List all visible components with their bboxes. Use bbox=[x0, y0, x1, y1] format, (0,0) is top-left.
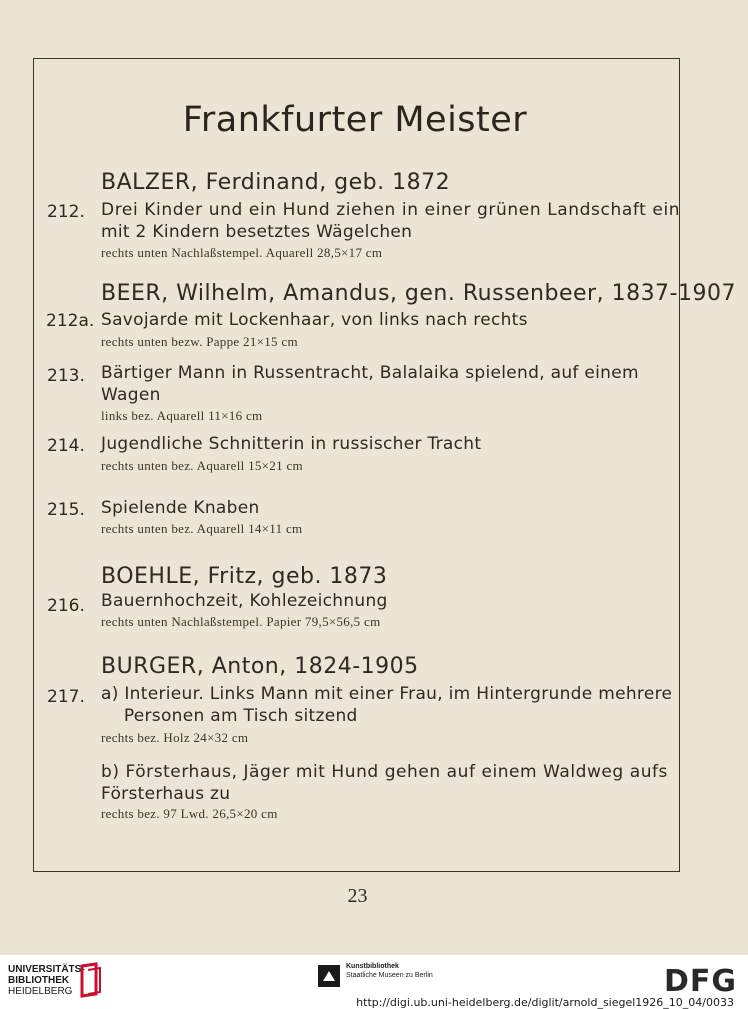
footer-bar bbox=[0, 955, 748, 1009]
item-number: 216. bbox=[47, 596, 85, 616]
item-text: a) Interieur. Links Mann mit einer Frau, im Hintergrunde mehrere bbox=[101, 684, 673, 704]
item-number: 215. bbox=[47, 500, 85, 520]
item-text: Savojarde mit Lockenhaar, von links nach rechts bbox=[101, 310, 528, 330]
university-library-label[interactable] bbox=[8, 964, 85, 997]
item-text: Wagen bbox=[101, 385, 161, 405]
artist-heading-balzer: BALZER, Ferdinand, geb. 1872 bbox=[101, 170, 451, 195]
item-text: Bauernhochzeit, Kohlezeichnung bbox=[101, 591, 388, 611]
item-detail: rechts unten bez. Aquarell 14×11 cm bbox=[101, 521, 303, 536]
item-text: Personen am Tisch sitzend bbox=[101, 706, 358, 726]
uni-label-line: UNIVERSITÄTS- bbox=[8, 964, 85, 975]
item-detail: rechts unten Nachlaßstempel. Aquarell 28,5×17 cm bbox=[101, 245, 383, 260]
item-text: Jugendliche Schnitterin in russischer Tracht bbox=[101, 434, 482, 454]
kb-label-line: Staatliche Museen zu Berlin bbox=[346, 972, 433, 979]
item-detail: rechts bez. Holz 24×32 cm bbox=[101, 730, 249, 745]
item-text: b) Försterhaus, Jäger mit Hund gehen auf einem Waldweg aufs bbox=[101, 762, 668, 782]
item-text: Spielende Knaben bbox=[101, 498, 260, 518]
item-text: Bärtiger Mann in Russentracht, Balalaika spielend, auf einem bbox=[101, 363, 639, 383]
dfg-logo[interactable]: DFG bbox=[664, 964, 738, 999]
artist-heading-burger: BURGER, Anton, 1824-1905 bbox=[101, 654, 419, 679]
uni-label-line: HEIDELBERG bbox=[8, 986, 73, 997]
item-detail: rechts bez. 97 Lwd. 26,5×20 cm bbox=[101, 806, 278, 821]
artist-heading-beer: BEER, Wilhelm, Amandus, gen. Russenbeer, 1837-1907 bbox=[101, 281, 736, 306]
item-detail: rechts unten bezw. Pappe 21×15 cm bbox=[101, 334, 298, 349]
artist-heading-boehle: BOEHLE, Fritz, geb. 1873 bbox=[101, 564, 388, 589]
kunstbibliothek-label bbox=[346, 962, 433, 980]
item-detail: rechts unten bez. Aquarell 15×21 cm bbox=[101, 458, 303, 473]
page-number: 23 bbox=[347, 885, 368, 907]
item-number: 212. bbox=[47, 202, 85, 222]
permalink-url[interactable]: http://digi.ub.uni-heidelberg.de/diglit/arnold_siegel1926_10_04/0033 bbox=[356, 996, 734, 1009]
kunstbibliothek-logo-icon[interactable] bbox=[318, 965, 340, 987]
item-number: 212a. bbox=[46, 311, 95, 331]
item-text: Drei Kinder und ein Hund ziehen in einer grünen Landschaft ein bbox=[101, 200, 681, 220]
item-detail: rechts unten Nachlaßstempel. Papier 79,5×56,5 cm bbox=[101, 614, 381, 629]
item-text: mit 2 Kindern besetztes Wägelchen bbox=[101, 222, 413, 242]
kb-label-line: Kunstbibliothek bbox=[346, 963, 399, 970]
page-title: Frankfurter Meister bbox=[182, 100, 528, 140]
item-text: Försterhaus zu bbox=[101, 784, 231, 804]
university-logo-icon[interactable] bbox=[78, 962, 104, 998]
item-number: 217. bbox=[47, 687, 85, 707]
item-number: 213. bbox=[47, 366, 85, 386]
item-detail: links bez. Aquarell 11×16 cm bbox=[101, 408, 263, 423]
uni-label-line: BIBLIOTHEK bbox=[8, 975, 70, 986]
item-number: 214. bbox=[47, 436, 85, 456]
